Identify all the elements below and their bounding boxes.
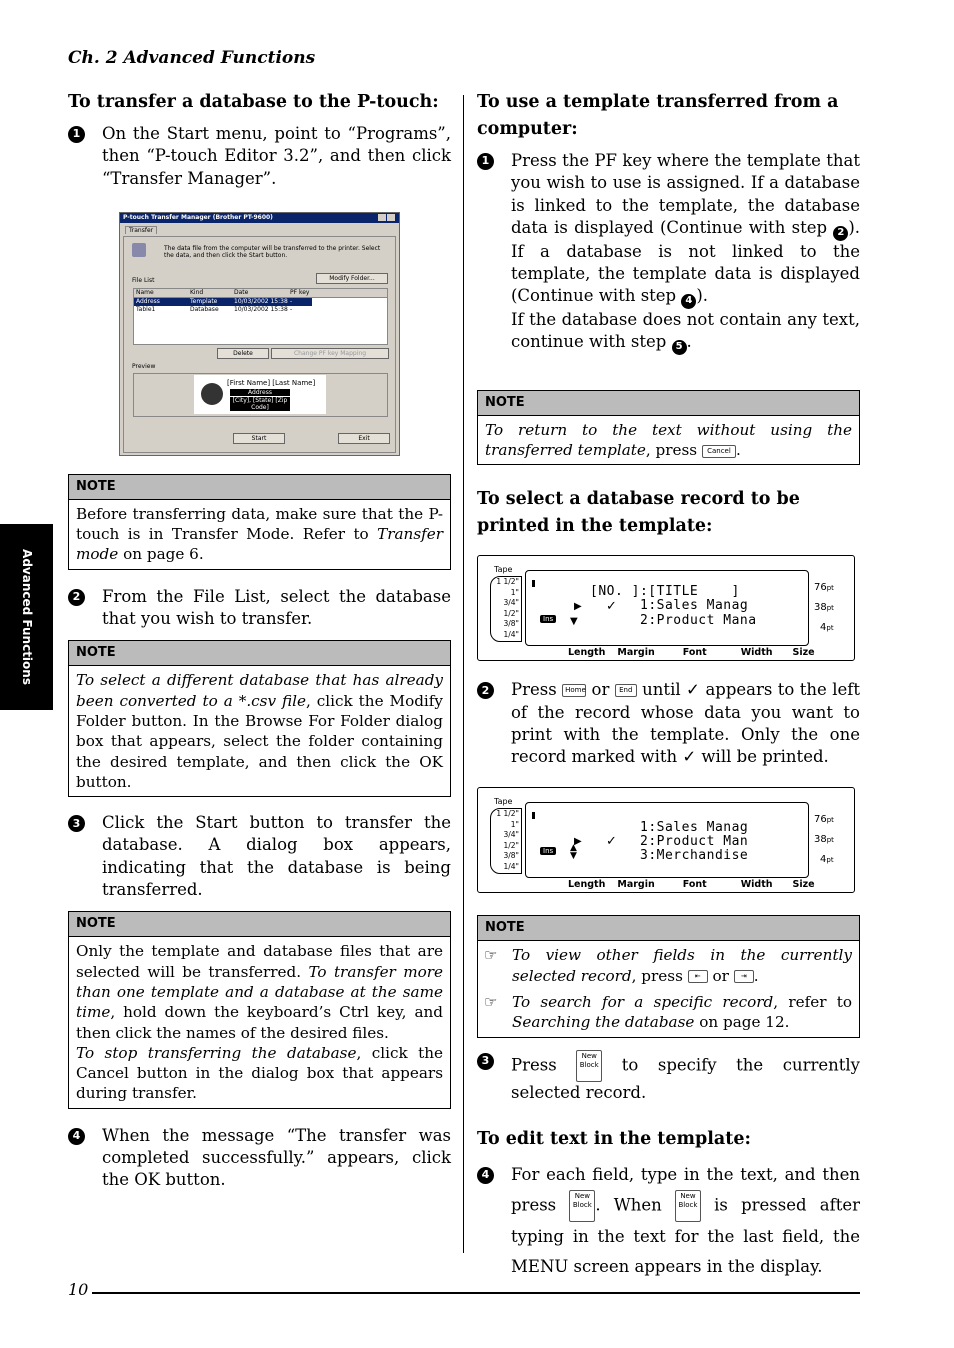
next-field-key-icon: ⇥ (734, 970, 754, 983)
preview-text: Address (230, 389, 290, 396)
table-row[interactable]: Table1 Database 10/03/2002 15:38 - (136, 305, 293, 313)
lcd-screen (525, 570, 809, 646)
file-list-label: File List (132, 276, 155, 284)
arrow-up-down-icon: ▲ ▼ (570, 843, 577, 862)
help-icon[interactable] (387, 214, 395, 221)
footer-rule (92, 1292, 860, 1294)
lcd-display-2 (477, 787, 855, 893)
start-button[interactable]: Start (233, 433, 285, 444)
tape-label: Tape (494, 565, 513, 575)
cursor-icon (532, 812, 535, 819)
step-text: From the File List, select the database that you wish to transfer. (102, 586, 451, 629)
step-number: 1 (477, 153, 494, 170)
file-list-table[interactable] (133, 288, 388, 345)
pt-scale: 76pt 38pt 4pt (814, 814, 834, 866)
step-text: Press Home or End until ✓ appears to the left of the record whose data you want to print with the template. Only the one record marked with ✓ will be printed. (511, 680, 860, 767)
close-icon[interactable] (378, 214, 386, 221)
column-header[interactable]: PF key (290, 288, 310, 296)
note-modify-folder (68, 640, 451, 797)
left-column (68, 89, 451, 1192)
chapter-header: Ch. 2 Advanced Functions (68, 48, 316, 68)
step-text: Click the Start button to transfer the database. A dialog box appears, indicating that the database is being transferred. (102, 813, 451, 900)
exit-button[interactable]: Exit (338, 433, 390, 444)
delete-button[interactable]: Delete (217, 348, 269, 359)
side-tab (0, 524, 53, 710)
right-column (477, 89, 860, 1282)
note-transfer-mode (68, 474, 451, 570)
tape-scale: 1 1/2" 1" 3/4" 1/2" 3/8" 1/4" (490, 808, 522, 874)
step-text: Press New Block to specify the currently selected record. (511, 1051, 860, 1102)
step-3 (68, 812, 451, 901)
step-4-edit (477, 1160, 860, 1282)
cancel-key-icon: Cancel (702, 445, 736, 458)
section-title-edit-text: To edit text in the template: (477, 1128, 751, 1149)
lcd-line: [NO. ]:[TITLE ] (590, 584, 740, 600)
pointing-hand-icon: ☞ (484, 946, 498, 965)
preview-label-image (194, 375, 326, 414)
note-item: ☞ To search for a specific record, refer to Searching the database on page 12. (484, 993, 852, 1032)
ins-indicator: Ins (540, 847, 556, 855)
side-tab-label: Advanced Functions (19, 549, 34, 685)
step-text: On the Start menu, point to “Programs”, then “P-touch Editor 3.2”, and then click “Transfer Manager”. (102, 124, 451, 188)
note-heading: NOTE (478, 391, 859, 416)
step-2 (68, 586, 451, 631)
dialog-message: The data file from the computer will be transferred to the printer. Select the data, and then click the Start button. (164, 244, 381, 259)
step-number: 4 (68, 1128, 85, 1145)
lcd-screen (525, 802, 809, 878)
column-header[interactable]: Date (234, 288, 249, 296)
note-heading: NOTE (69, 475, 450, 500)
lcd-line: 2:Product Mana (640, 613, 757, 629)
step-text: For each field, type in the text, and then press New Block . When New Block is pressed after typing in the text for the last field, the MENU screen appears in the display. (511, 1164, 860, 1276)
column-header[interactable]: Kind (190, 288, 204, 296)
lcd-display-1 (477, 555, 855, 661)
ins-indicator: Ins (540, 615, 556, 623)
note-view-fields (477, 915, 860, 1037)
note-body: Only the template and database files that are selected will be transferred. To transfer more than one template and a database at the same time, hold down the keyboard’s Ctrl key, and then click the names of the desired files. To stop transferring the database, click the Cancel button in the dialog box that appears during transfer. (76, 942, 444, 1103)
step-number: 3 (477, 1053, 494, 1070)
tape-label: Tape (494, 797, 513, 807)
step-number: 2 (68, 589, 85, 606)
section-title-select-record: To select a database record to be printed in the template: (477, 489, 800, 537)
note-body: To return to the text without using the transferred template, press Cancel . (485, 420, 852, 459)
step-2-select (477, 679, 860, 768)
step-4 (68, 1125, 451, 1192)
step-number: 3 (68, 815, 85, 832)
note-selected-files (68, 911, 451, 1108)
lcd-line: 3:Merchandise (640, 848, 749, 864)
note-heading: NOTE (478, 916, 859, 941)
transfer-manager-dialog (119, 212, 400, 456)
note-heading: NOTE (69, 641, 450, 666)
step-text: When the message “The transfer was completed successfully.” appears, click the OK button. (102, 1125, 451, 1190)
new-block-key-icon: New Block (675, 1190, 701, 1222)
note-return-text (477, 390, 860, 466)
lcd-labels: Length Margin Font Width Size (568, 647, 815, 659)
new-block-key-icon: New Block (576, 1050, 602, 1082)
section-title-transfer: To transfer a database to the P-touch: (68, 92, 439, 112)
step-3-select (477, 1050, 860, 1104)
step-text: Press the PF key where the template that you wish to use is assigned. If a database is linked to the template, the database data is displayed (Continue with step 2 ). If a database is not linked to the template, the template data is displayed (Continue with step 4 ). If the database does not contain any text, continue with step 5 . (511, 150, 860, 355)
pointing-hand-icon: ☞ (484, 993, 498, 1012)
note-body: To select a different database that has already been converted to a *.csv file, click the Modify Folder button. In the Browse For Folder dialog box that appears, select the folder containing the desired template, and then click the OK button. (76, 671, 443, 791)
tab-transfer[interactable]: Transfer (125, 226, 157, 234)
preview-frame (133, 373, 388, 417)
end-key-icon: End (615, 684, 637, 697)
home-key-icon: Home (562, 684, 586, 697)
monkey-icon (201, 383, 223, 405)
cursor-icon (532, 580, 535, 587)
lcd-line: 1:Sales Manag (640, 820, 749, 836)
prev-field-key-icon: ⇤ (688, 970, 708, 983)
preview-text: [City], [State] [Zip Code] (230, 397, 290, 411)
modify-folder-button[interactable]: Modify Folder... (316, 273, 388, 284)
lcd-labels: Length Margin Font Width Size (568, 879, 815, 891)
check-icon: ✓ (606, 599, 617, 615)
new-block-key-icon: New Block (569, 1190, 595, 1222)
tape-scale: 1 1/2" 1" 3/4" 1/2" 3/8" 1/4" (490, 576, 522, 642)
step-1 (68, 123, 451, 190)
lcd-line: 2:Product Man (640, 834, 749, 850)
dialog-title: P-touch Transfer Manager (Brother PT-9600) (120, 213, 399, 223)
table-row[interactable]: Address Template 10/03/2002 15:38 - (134, 298, 312, 306)
check-icon: ✓ (606, 834, 617, 850)
step-number: 4 (477, 1167, 494, 1184)
pt-scale: 76pt 38pt 4pt (814, 582, 834, 634)
column-divider (463, 95, 464, 1253)
preview-label: Preview (132, 362, 156, 370)
preview-text: [First Name] [Last Name] (227, 378, 316, 387)
arrow-right-icon: ▶ (574, 601, 582, 613)
page-number: 10 (68, 1280, 89, 1299)
step-1-use (477, 150, 860, 355)
arrow-right-icon: ▶ (574, 836, 582, 848)
step-number: 2 (477, 682, 494, 699)
step-number: 1 (68, 126, 85, 143)
change-pf-mapping-button[interactable]: Change PF key Mapping (271, 348, 389, 359)
column-header[interactable]: Name (136, 288, 154, 296)
section-title-use-template: To use a template transferred from a computer: (477, 92, 839, 139)
transfer-icon (132, 243, 146, 257)
note-body: Before transferring data, make sure that the P-touch is in Transfer Mode. Refer to Transfer mode on page 6. (76, 504, 443, 564)
note-heading: NOTE (69, 912, 450, 937)
lcd-line: 1:Sales Manag (640, 598, 749, 614)
note-body (478, 941, 859, 1036)
arrow-down-icon: ▼ (570, 616, 578, 628)
note-item: ☞ To view other fields in the currently selected record, press ⇤ or ⇥ . (484, 946, 852, 985)
